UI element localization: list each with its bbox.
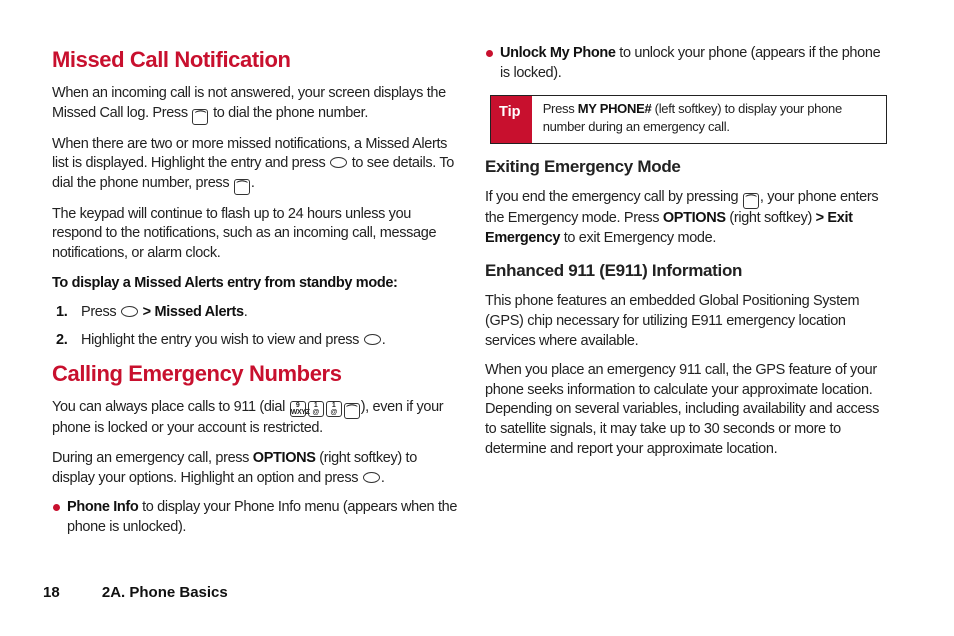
exiting-emergency-heading: Exiting Emergency Mode: [485, 157, 681, 177]
text: .: [250, 174, 255, 191]
bullet-dot-icon: [486, 50, 493, 57]
step-1: [52, 303, 462, 323]
menu-ok-key-icon: [364, 334, 381, 345]
text: (right softkey): [725, 210, 816, 227]
text: , your phone enters the Emergency mode. Press: [485, 189, 879, 227]
text: to exit Emergency mode.: [560, 229, 717, 246]
step-number: 2.: [56, 331, 68, 348]
step-2: [52, 331, 462, 351]
softkey-label: MY PHONE#: [577, 101, 652, 117]
menu-ok-key-icon: [363, 472, 380, 483]
bullet-title: Unlock My Phone: [500, 45, 616, 61]
bullet-dot-icon: [53, 504, 60, 511]
menu-path: > Missed Alerts: [139, 304, 244, 321]
text: Press: [81, 304, 120, 321]
key-letters: WXYZ: [290, 409, 310, 417]
text: .: [380, 469, 385, 486]
missed-alerts-subheading: [52, 274, 462, 294]
tip-box: [490, 95, 887, 144]
missed-alerts-steps: [52, 303, 462, 350]
text: When there are two or more missed notifications, a Missed Alerts list is displayed. Highlight the entry and press: [52, 135, 448, 172]
talk-key-icon: ⌒: [192, 109, 208, 125]
left-column: [52, 44, 462, 547]
e911-paragraph-1: This phone features an embedded Global Positioning System (GPS) chip necessary for utilizing E911 emergency location services where available.: [485, 293, 860, 349]
text: (left softkey) to display your phone number during an emergency call.: [542, 101, 842, 135]
exiting-emergency-paragraph: [485, 188, 890, 248]
e911-heading: Enhanced 911 (E911) Information: [485, 261, 743, 281]
text: You can always place calls to 911 (dial: [52, 399, 289, 416]
calling-paragraph-1: [52, 398, 462, 439]
key-1-icon: [326, 401, 342, 417]
menu-path: > Exit Emergency: [485, 210, 853, 246]
missed-call-paragraph-3: The keypad will continue to flash up to 24 hours unless you respond to the notifications, such as an incoming call, message notifications, or alarm clock.: [52, 205, 437, 261]
page-footer: [43, 584, 228, 601]
text: If you end the emergency call by pressing: [485, 189, 742, 206]
missed-call-paragraph-1: [52, 84, 462, 125]
tip-label: Tip: [491, 96, 532, 143]
key-digit: 1: [331, 402, 336, 410]
tip-text: [532, 96, 886, 143]
missed-call-paragraph-2: [52, 135, 462, 195]
key-digit: 1: [313, 402, 318, 410]
bullet-phone-info: [52, 498, 462, 537]
bullet-text: to unlock your phone (appears if the phone is locked).: [500, 45, 881, 81]
text: Highlight the entry you wish to view and press: [81, 331, 363, 348]
options-label: OPTIONS: [662, 210, 726, 227]
text: (right softkey) to display your options. Highlight an option and press: [52, 449, 417, 486]
text: to see details. To dial the phone number, press: [52, 155, 454, 191]
text: When an incoming call is not answered, your screen displays the Missed Call log. Press: [52, 85, 446, 121]
menu-ok-key-icon: [121, 306, 138, 317]
step-number: 1.: [56, 304, 68, 321]
text: .: [381, 331, 386, 348]
key-letters: @: [330, 409, 337, 417]
section-title: 2A. Phone Basics: [101, 584, 228, 601]
text: During an emergency call, press: [52, 449, 253, 466]
text: Press: [542, 101, 578, 117]
bullet-text: to display your Phone Info menu (appears when the phone is unlocked).: [67, 499, 458, 535]
key-1-icon: [308, 401, 324, 417]
subheading-text: To display a Missed Alerts entry from standby mode:: [52, 274, 398, 291]
missed-call-heading: Missed Call Notification: [52, 47, 291, 72]
talk-key-icon: ⌒: [234, 179, 250, 195]
key-9-icon: [290, 401, 310, 417]
calling-emergency-heading: Calling Emergency Numbers: [52, 361, 342, 387]
options-label: OPTIONS: [252, 449, 316, 466]
talk-key-icon: ⌒: [344, 403, 360, 419]
right-column: [485, 44, 890, 469]
key-letters: @: [312, 409, 319, 417]
text: ), even if your phone is locked or your account is restricted.: [52, 399, 444, 437]
text: .: [243, 304, 248, 321]
menu-ok-key-icon: [330, 157, 347, 168]
e911-paragraph-2: When you place an emergency 911 call, the GPS feature of your phone seeks information to calculate your approximate location. Depending on several variables, including availability and access to satellite signals, it may take up to 30 seconds or more to determine and report your approximate location.: [485, 362, 879, 457]
text: to dial the phone number.: [209, 104, 368, 121]
end-key-icon: ⌒: [743, 193, 759, 209]
bullet-title: Phone Info: [67, 499, 139, 516]
calling-paragraph-2: [52, 449, 462, 488]
page-number: 18: [43, 584, 60, 601]
bullet-unlock-my-phone: [485, 44, 890, 83]
key-digit: 9: [295, 402, 300, 410]
